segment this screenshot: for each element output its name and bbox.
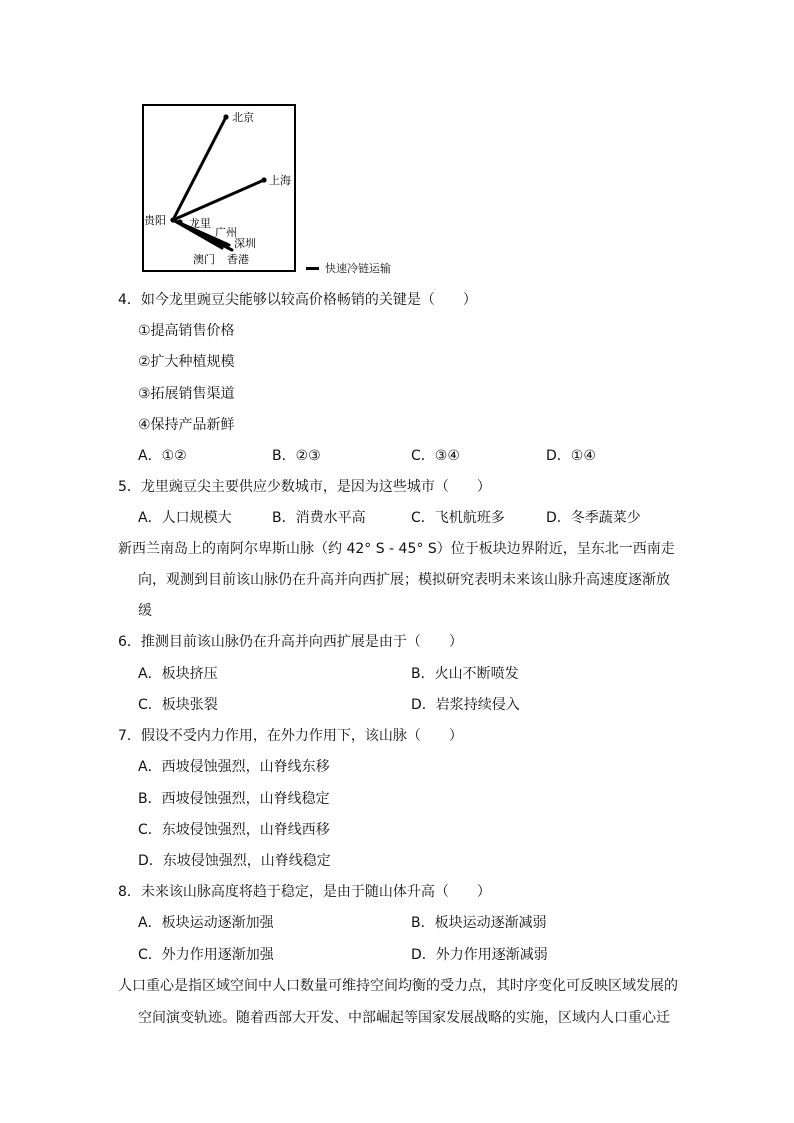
q5-option-c: C．飞机航班多 [411,510,505,526]
passage1-line1: 新西兰南岛上的南阿尔卑斯山脉（约 42° S - 45° S）位于板块边界附近，呈东北一西南走 [118,541,675,557]
q5-option-b: B．消费水平高 [272,510,366,526]
q8-option-d: D．外力作用逐渐减弱 [411,947,548,963]
city-dot-guiyang [170,217,175,222]
label-longli: 龙里 [189,217,211,230]
q4-stem: 4．如今龙里豌豆尖能够以较高价格畅销的关键是（ ） [118,292,477,308]
q7-option-a: A．西坡侵蚀强烈，山脊线东移 [138,759,330,775]
q5-option-d: D．冬季蔬菜少 [546,510,641,526]
label-hongkong: 香港 [227,253,249,266]
city-dot-shanghai [261,177,266,182]
q7-stem: 7．假设不受内力作用，在外力作用下，该山脉（ ） [118,728,463,744]
route-beijing [173,117,226,220]
q8-stem: 8．未来该山脉高度将趋于稳定，是由于随山体升高（ ） [118,884,491,900]
q6-option-d: D．岩浆持续侵入 [411,697,520,713]
q7-option-c: C．东坡侵蚀强烈，山脊线西移 [138,822,330,838]
q4-option-b: B．②③ [272,448,321,464]
q4-option-a: A．①② [138,448,187,464]
q7-option-d: D．东坡侵蚀强烈，山脊线稳定 [138,853,331,869]
q4-option-d: D．①④ [546,448,596,464]
q7-option-b: B．西坡侵蚀强烈，山脊线稳定 [138,791,330,807]
q8-option-a: A．板块运动逐渐加强 [138,915,274,931]
label-guiyang: 贵阳 [144,214,166,227]
passage2-line1: 人口重心是指区域空间中人口数量可维持空间均衡的受力点，其时序变化可反映区域发展的 [118,978,678,994]
q6-option-a: A．板块挤压 [138,666,218,682]
route-shanghai [173,180,264,220]
legend-label: 快速冷链运输 [325,262,391,275]
q5-stem: 5．龙里豌豆尖主要供应少数城市，是因为这些城市（ ） [118,479,491,495]
city-dot-beijing [223,114,228,119]
q8-option-c: C．外力作用逐渐加强 [138,947,274,963]
q5-option-a: A．人口规模大 [138,510,232,526]
cold-chain-map [0,0,794,290]
q4-item-2: ②扩大种植规模 [138,354,235,370]
q4-item-4: ④保持产品新鲜 [138,417,235,433]
city-dot-longli [177,219,182,224]
passage1-line3: 缓 [138,603,152,619]
q6-stem: 6．推测目前该山脉仍在升高并向西扩展是由于（ ） [118,634,463,650]
legend-line-symbol [306,267,319,270]
map-legend [306,260,391,276]
q6-option-c: C．板块张裂 [138,697,218,713]
label-guangzhou: 广州 [215,226,237,239]
q4-item-1: ①提高销售价格 [138,323,235,339]
label-shenzhen: 深圳 [234,237,256,250]
passage2-line2: 空间演变轨迹。随着西部大开发、中部崛起等国家发展战略的实施，区域内人口重心迁 [138,1010,670,1026]
label-shanghai: 上海 [269,174,291,187]
label-macau: 澳门 [193,253,215,266]
q8-option-b: B．板块运动逐渐减弱 [411,915,547,931]
passage1-line2: 向，观测到目前该山脉仍在升高并向西扩展；模拟研究表明未来该山脉升高速度逐渐放 [138,572,670,588]
q4-item-3: ③拓展销售渠道 [138,386,235,402]
q6-option-b: B．火山不断喷发 [411,666,519,682]
q4-option-c: C．③④ [411,448,460,464]
label-beijing: 北京 [232,111,254,124]
